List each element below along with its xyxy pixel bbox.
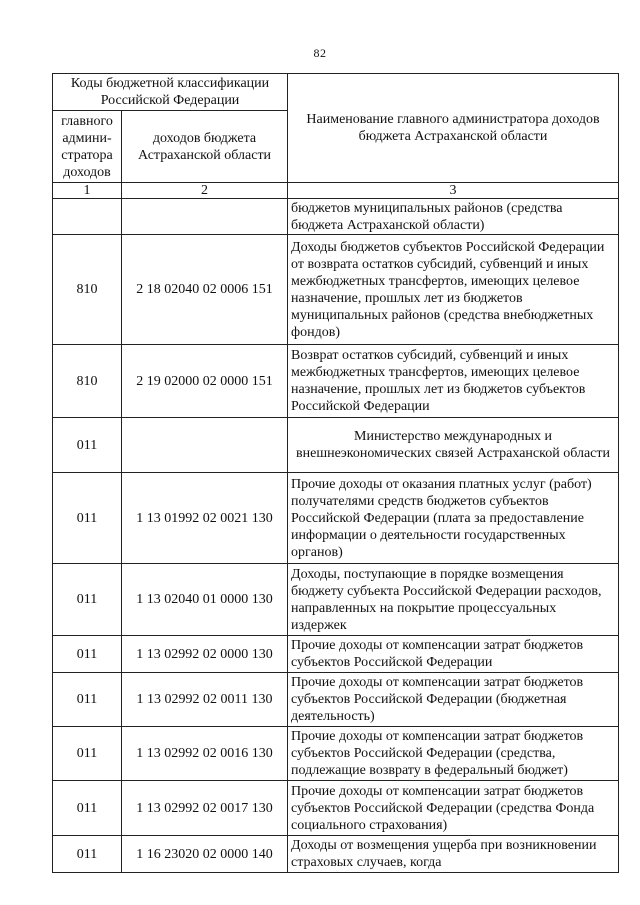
- table-row: [53, 199, 619, 235]
- income-code-cell: 1 13 02992 02 0000 130: [122, 636, 288, 673]
- admin-code-cell: 011: [53, 673, 122, 727]
- administrator-name-cell: Министерство международных и внешнеэкономических связей Астраханской области: [288, 418, 619, 473]
- table-row: [53, 836, 619, 873]
- admin-code-cell: 011: [53, 781, 122, 836]
- table-row: [53, 727, 619, 781]
- income-name-cell: Прочие доходы от компенсации затрат бюджетов субъектов Российской Федерации (бюджетная деятельность): [288, 673, 619, 727]
- column-number-row: [53, 183, 619, 199]
- admin-code-cell: 011: [53, 727, 122, 781]
- table-row: [53, 345, 619, 418]
- header-row-top: [53, 74, 619, 111]
- column-number: 2: [122, 183, 288, 199]
- admin-code-cell: 810: [53, 345, 122, 418]
- income-code-cell: 1 16 23020 02 0000 140: [122, 836, 288, 873]
- income-name-cell: Прочие доходы от компенсации затрат бюджетов субъектов Российской Федерации: [288, 636, 619, 673]
- admin-code-cell: 011: [53, 564, 122, 636]
- table-row: [53, 564, 619, 636]
- codes-header: Коды бюджетной классификации Российской Федерации: [53, 74, 288, 111]
- table-row: [53, 235, 619, 345]
- budget-classification-table: [52, 73, 619, 873]
- income-code-header: доходов бюджета Астраханской области: [122, 111, 288, 183]
- income-code-cell: 1 13 02992 02 0017 130: [122, 781, 288, 836]
- income-code-cell: [122, 418, 288, 473]
- income-name-cell: Возврат остатков субсидий, субвенций и иных межбюджетных трансфертов, имеющих целевое назначение, прошлых лет из бюджетов субъектов Российской Федерации: [288, 345, 619, 418]
- income-name-cell: Доходы бюджетов субъектов Российской Федерации от возврата остатков субсидий, субвенций и иных межбюджетных трансфертов, имеющих целевое назначение, прошлых лет из бюджетов муниципальных районов (средства внебюджетных фондов): [288, 235, 619, 345]
- table-row: [53, 636, 619, 673]
- income-code-cell: 1 13 01992 02 0021 130: [122, 473, 288, 564]
- admin-code-cell: [53, 199, 122, 235]
- name-header: Наименование главного администратора доходов бюджета Астраханской области: [288, 74, 619, 183]
- income-code-cell: 1 13 02992 02 0011 130: [122, 673, 288, 727]
- income-code-cell: [122, 199, 288, 235]
- admin-code-cell: 011: [53, 836, 122, 873]
- income-name-cell: Доходы, поступающие в порядке возмещения бюджету субъекта Российской Федерации расходов, направленных на покрытие процессуальных издержек: [288, 564, 619, 636]
- table-row: [53, 418, 619, 473]
- admin-code-cell: 011: [53, 418, 122, 473]
- column-number: 3: [288, 183, 619, 199]
- admin-code-cell: 810: [53, 235, 122, 345]
- table-row: [53, 781, 619, 836]
- page-number: 82: [313, 46, 327, 60]
- income-name-cell: бюджетов муниципальных районов (средства бюджета Астраханской области): [288, 199, 619, 235]
- income-code-cell: 2 18 02040 02 0006 151: [122, 235, 288, 345]
- income-code-cell: 1 13 02040 01 0000 130: [122, 564, 288, 636]
- income-code-cell: 1 13 02992 02 0016 130: [122, 727, 288, 781]
- admin-code-header: главного админи-стратора доходов: [53, 111, 122, 183]
- admin-code-cell: 011: [53, 636, 122, 673]
- admin-code-cell: 011: [53, 473, 122, 564]
- income-name-cell: Прочие доходы от оказания платных услуг (работ) получателями средств бюджетов субъектов Российской Федерации (плата за предоставление информации о деятельности государственных органов): [288, 473, 619, 564]
- column-number: 1: [53, 183, 122, 199]
- income-name-cell: Доходы от возмещения ущерба при возникновении страховых случаев, когда: [288, 836, 619, 873]
- table-row: [53, 673, 619, 727]
- income-name-cell: Прочие доходы от компенсации затрат бюджетов субъектов Российской Федерации (средства Фонда социального страхования): [288, 781, 619, 836]
- table-row: [53, 473, 619, 564]
- income-code-cell: 2 19 02000 02 0000 151: [122, 345, 288, 418]
- income-name-cell: Прочие доходы от компенсации затрат бюджетов субъектов Российской Федерации (средства, подлежащие возврату в федеральный бюджет): [288, 727, 619, 781]
